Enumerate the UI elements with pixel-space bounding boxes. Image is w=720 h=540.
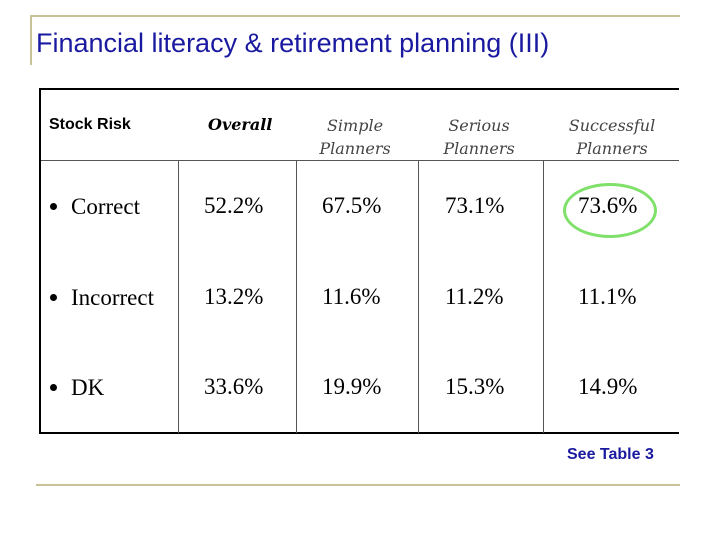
- column-divider: [296, 161, 297, 433]
- column-divider: [543, 161, 544, 433]
- decorative-bottom-rule: [36, 484, 680, 486]
- cell-incorrect-successful: 11.1%: [578, 284, 637, 309]
- header-divider: [41, 160, 679, 161]
- cell-dk-serious: 15.3%: [445, 374, 505, 399]
- column-divider: [418, 161, 419, 433]
- header-serious-planners: Serious Planners: [443, 116, 515, 158]
- header-simple-planners: Simple Planners: [319, 116, 391, 158]
- footnote-see-table: See Table 3: [567, 446, 654, 463]
- header-overall: Overall: [208, 115, 273, 134]
- cell-incorrect-overall: 13.2%: [204, 284, 264, 309]
- slide-title: Financial literacy & retirement planning (III): [36, 28, 550, 58]
- cell-correct-serious: 73.1%: [445, 193, 505, 218]
- decorative-top-rule: [30, 15, 680, 17]
- column-divider: [178, 161, 179, 433]
- highlight-circle: [563, 183, 657, 238]
- row-label-correct: Correct: [50, 194, 140, 220]
- row-label-dk: DK: [50, 375, 104, 401]
- cell-correct-simple: 67.5%: [322, 193, 382, 218]
- cell-correct-overall: 52.2%: [204, 193, 264, 218]
- bullet-icon: [50, 294, 57, 301]
- header-successful-planners: Successful Planners: [568, 116, 656, 158]
- decorative-vertical-rule: [30, 15, 32, 65]
- row-label-incorrect: Incorrect: [50, 285, 154, 311]
- bullet-icon: [50, 384, 57, 391]
- cell-incorrect-simple: 11.6%: [322, 284, 381, 309]
- cell-incorrect-serious: 11.2%: [445, 284, 504, 309]
- cell-dk-simple: 19.9%: [322, 374, 382, 399]
- cell-dk-overall: 33.6%: [204, 374, 264, 399]
- cell-correct-successful: 73.6%: [578, 193, 638, 218]
- header-stock-risk: Stock Risk: [49, 116, 131, 133]
- bullet-icon: [50, 203, 57, 210]
- cell-dk-successful: 14.9%: [578, 374, 638, 399]
